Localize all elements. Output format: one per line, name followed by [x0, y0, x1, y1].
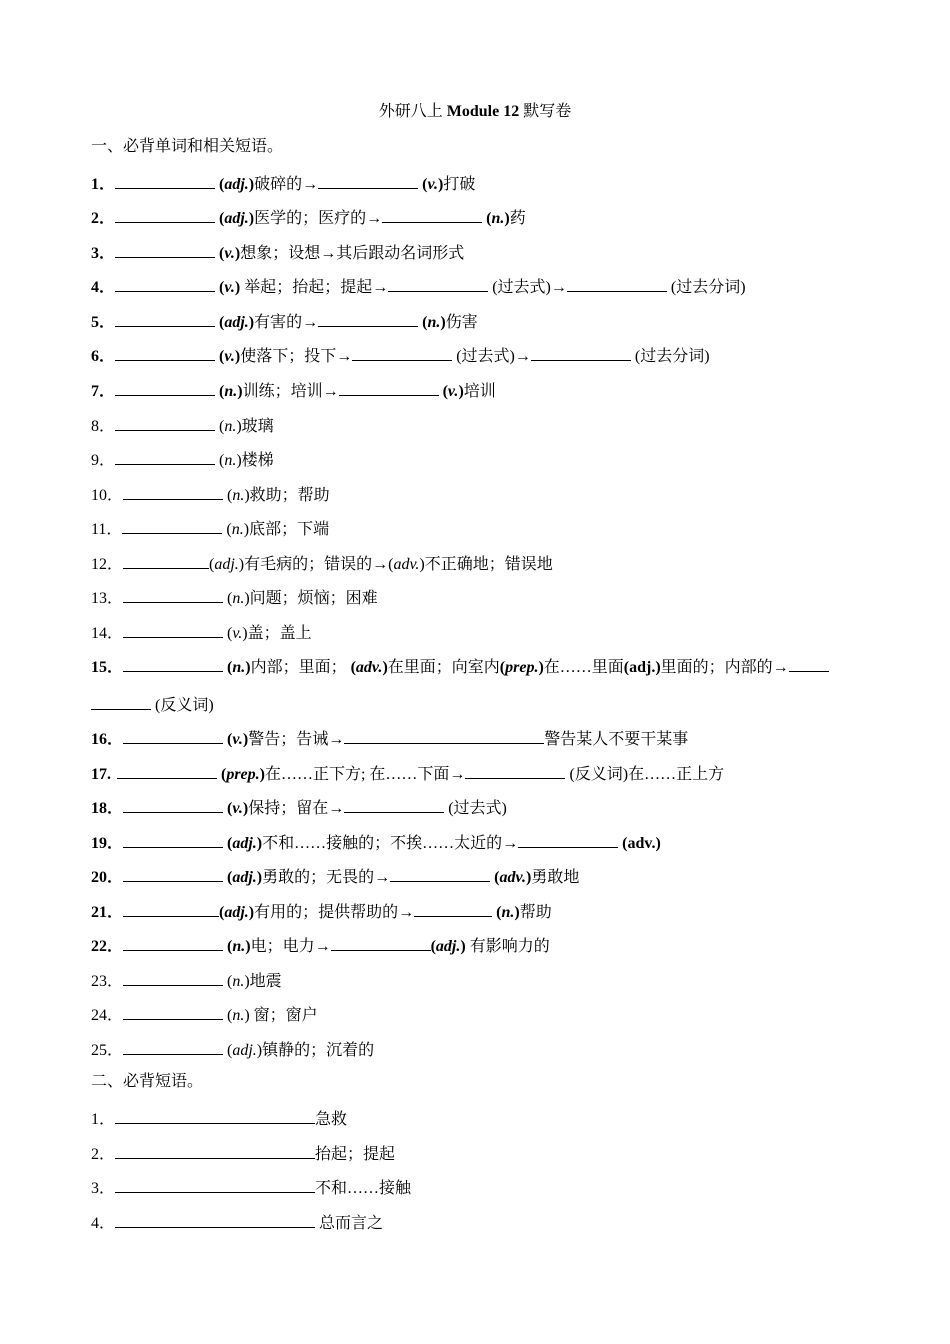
- answer-blank[interactable]: [115, 1210, 315, 1228]
- answer-blank[interactable]: [115, 447, 215, 465]
- item-5: 5． (adj.)有害的→ (n.)伤害: [91, 309, 871, 334]
- answer-blank[interactable]: [123, 551, 209, 569]
- item-6: 6． (v.)使落下；投下→ (过去式)→ (过去分词): [91, 343, 871, 368]
- item-22: 22． (n.)电；电力→ (adj.) 有影响力的: [91, 933, 871, 958]
- answer-blank[interactable]: [123, 654, 223, 672]
- answer-blank[interactable]: [390, 864, 490, 882]
- section-heading-words: 一、必背单词和相关短语。: [91, 138, 284, 155]
- page-title: 外研八上 Module 12 默写卷: [378, 103, 572, 120]
- answer-blank[interactable]: [388, 274, 488, 292]
- phrase-3: 3． 不和……接触: [91, 1175, 871, 1200]
- answer-blank[interactable]: [123, 864, 223, 882]
- answer-blank[interactable]: [115, 1141, 315, 1159]
- answer-blank[interactable]: [331, 933, 431, 951]
- item-13: 13． (n.)问题；烦恼；困难: [91, 585, 871, 610]
- item-18: 18． (v.)保持；留在→ (过去式): [91, 795, 871, 820]
- answer-blank[interactable]: [115, 171, 215, 189]
- answer-blank[interactable]: [123, 620, 223, 638]
- item-21: 21． (adj.)有用的；提供帮助的→ (n.)帮助: [91, 899, 871, 924]
- answer-blank[interactable]: [518, 830, 618, 848]
- answer-blank[interactable]: [123, 1002, 223, 1020]
- item-10: 10． (n.)救助；帮助: [91, 482, 871, 507]
- answer-blank[interactable]: [122, 516, 222, 534]
- answer-blank[interactable]: [123, 933, 223, 951]
- answer-blank[interactable]: [115, 309, 215, 327]
- item-4: 4． (v.) 举起；抬起；提起→ (过去式)→ (过去分词): [91, 274, 871, 299]
- answer-blank[interactable]: [339, 378, 439, 396]
- item-16: 16． (v.)警告；告诫→ 警告某人不要干某事: [91, 726, 871, 751]
- item-15-continued: (反义词): [91, 692, 871, 717]
- answer-blank[interactable]: [123, 899, 219, 917]
- answer-blank[interactable]: [567, 274, 667, 292]
- phrase-2: 2． 抬起；提起: [91, 1141, 871, 1166]
- item-24: 24． (n.) 窗；窗户: [91, 1002, 871, 1027]
- answer-blank[interactable]: [123, 1037, 223, 1055]
- answer-blank[interactable]: [344, 726, 544, 744]
- phrase-4: 4． 总而言之: [91, 1210, 871, 1235]
- answer-blank[interactable]: [465, 761, 565, 779]
- answer-blank[interactable]: [123, 726, 223, 744]
- answer-blank[interactable]: [115, 413, 215, 431]
- answer-blank[interactable]: [318, 171, 418, 189]
- answer-blank[interactable]: [318, 309, 418, 327]
- answer-blank[interactable]: [123, 795, 223, 813]
- item-2: 2． (adj.)医学的；医疗的→ (n.)药: [91, 205, 871, 230]
- item-3: 3． (v.)想象；设想→其后跟动名词形式: [91, 240, 871, 265]
- answer-blank[interactable]: [789, 654, 829, 672]
- item-7: 7． (n.)训练；培训→ (v.)培训: [91, 378, 871, 403]
- answer-blank[interactable]: [115, 205, 215, 223]
- item-23: 23． (n.)地震: [91, 968, 871, 993]
- answer-blank[interactable]: [115, 1106, 315, 1124]
- item-11: 11． (n.)底部；下端: [91, 516, 871, 541]
- answer-blank[interactable]: [352, 343, 452, 361]
- item-1: 1． (adj.)破碎的→ (v.)打破: [91, 171, 871, 196]
- item-19: 19． (adj.)不和……接触的；不挨……太近的→ (adv.): [91, 830, 871, 855]
- item-14: 14． (v.)盖；盖上: [91, 620, 871, 645]
- item-17: 17. (prep.)在……正下方; 在……下面→ (反义词)在……正上方: [91, 761, 871, 786]
- answer-blank[interactable]: [115, 1175, 315, 1193]
- answer-blank[interactable]: [91, 692, 151, 710]
- answer-blank[interactable]: [115, 378, 215, 396]
- answer-blank[interactable]: [115, 343, 215, 361]
- answer-blank[interactable]: [123, 968, 223, 986]
- answer-blank[interactable]: [531, 343, 631, 361]
- phrase-1: 1． 急救: [91, 1106, 871, 1131]
- answer-blank[interactable]: [414, 899, 492, 917]
- answer-blank[interactable]: [115, 240, 215, 258]
- answer-blank[interactable]: [117, 761, 217, 779]
- item-20: 20． (adj.)勇敢的；无畏的→ (adv.)勇敢地: [91, 864, 871, 889]
- item-12: 12． (adj.)有毛病的；错误的→(adv.)不正确地；错误地: [91, 551, 871, 576]
- answer-blank[interactable]: [123, 585, 223, 603]
- item-8: 8． (n.)玻璃: [91, 413, 871, 438]
- answer-blank[interactable]: [344, 795, 444, 813]
- item-9: 9． (n.)楼梯: [91, 447, 871, 472]
- item-25: 25． (adj.)镇静的；沉着的: [91, 1037, 871, 1062]
- answer-blank[interactable]: [115, 274, 215, 292]
- answer-blank[interactable]: [382, 205, 482, 223]
- section-heading-phrases: 二、必背短语。: [91, 1073, 204, 1090]
- item-15: 15． (n.)内部；里面； (adv.)在里面；向室内(prep.)在……里面(adj.)里面的；内部的→: [91, 654, 871, 679]
- answer-blank[interactable]: [123, 830, 223, 848]
- answer-blank[interactable]: [123, 482, 223, 500]
